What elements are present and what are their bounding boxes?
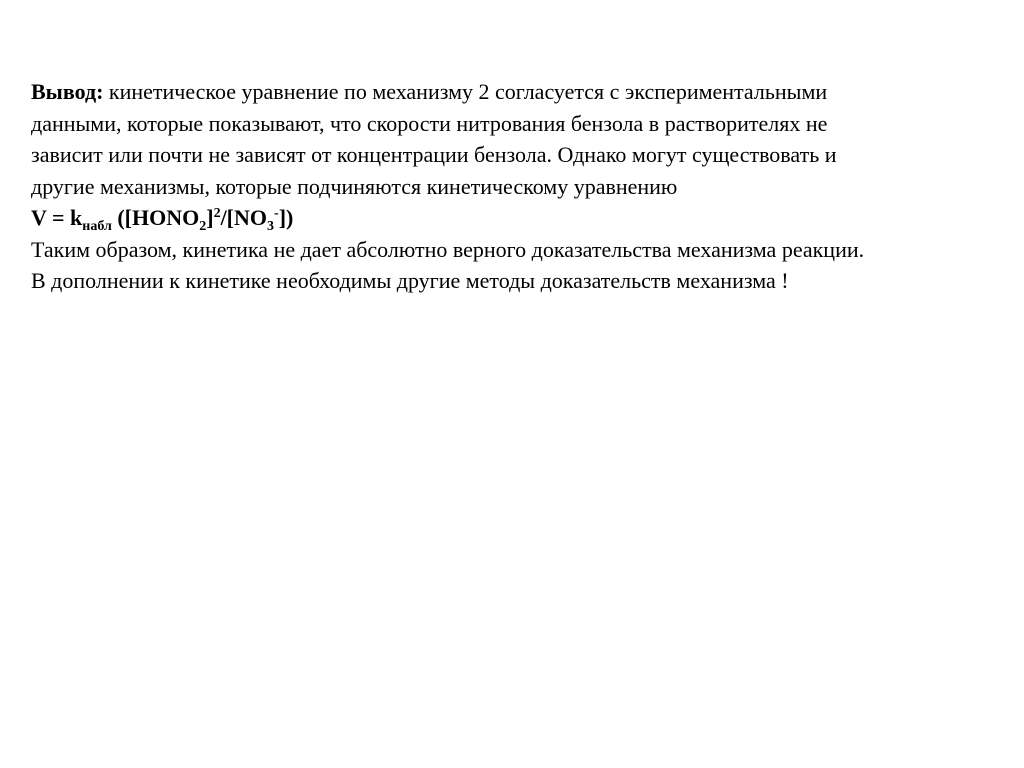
formula-end: ])	[278, 205, 294, 230]
conclusion-line-3: зависит или почти не зависят от концентрации бензола. Однако могут существовать и	[31, 142, 837, 167]
formula-lhs: V = k	[31, 205, 83, 230]
conclusion-line-1	[31, 76, 1006, 108]
slide-text	[31, 76, 1006, 297]
formula-open: ([HONO	[111, 205, 200, 230]
formula-power: 2	[213, 206, 221, 221]
formula-no3-subscript: 3	[267, 219, 275, 234]
closing-line-1: Таким образом, кинетика не дает абсолютно верного доказательства механизма реакции.	[31, 236, 865, 262]
closing-line-2: В дополнении к кинетике необходимы другие методы доказательств механизма !	[31, 268, 789, 293]
formula-charge: -	[274, 206, 279, 221]
rate-equation	[31, 202, 1006, 234]
conclusion-text-1: кинетическое уравнение по механизму 2 согласуется с экспериментальными	[103, 79, 828, 104]
formula-slash-no: /[NO	[220, 205, 268, 230]
formula-k-subscript: набл	[82, 219, 112, 234]
formula-close-bracket: ]	[206, 205, 214, 230]
conclusion-line-2: данными, которые показывают, что скорости нитрования бензола в растворителях не	[31, 110, 828, 136]
conclusion-line-4: другие механизмы, которые подчиняются кинетическому уравнению	[31, 173, 678, 199]
conclusion-label: Вывод:	[31, 79, 104, 104]
formula-hono2-subscript: 2	[199, 219, 207, 234]
